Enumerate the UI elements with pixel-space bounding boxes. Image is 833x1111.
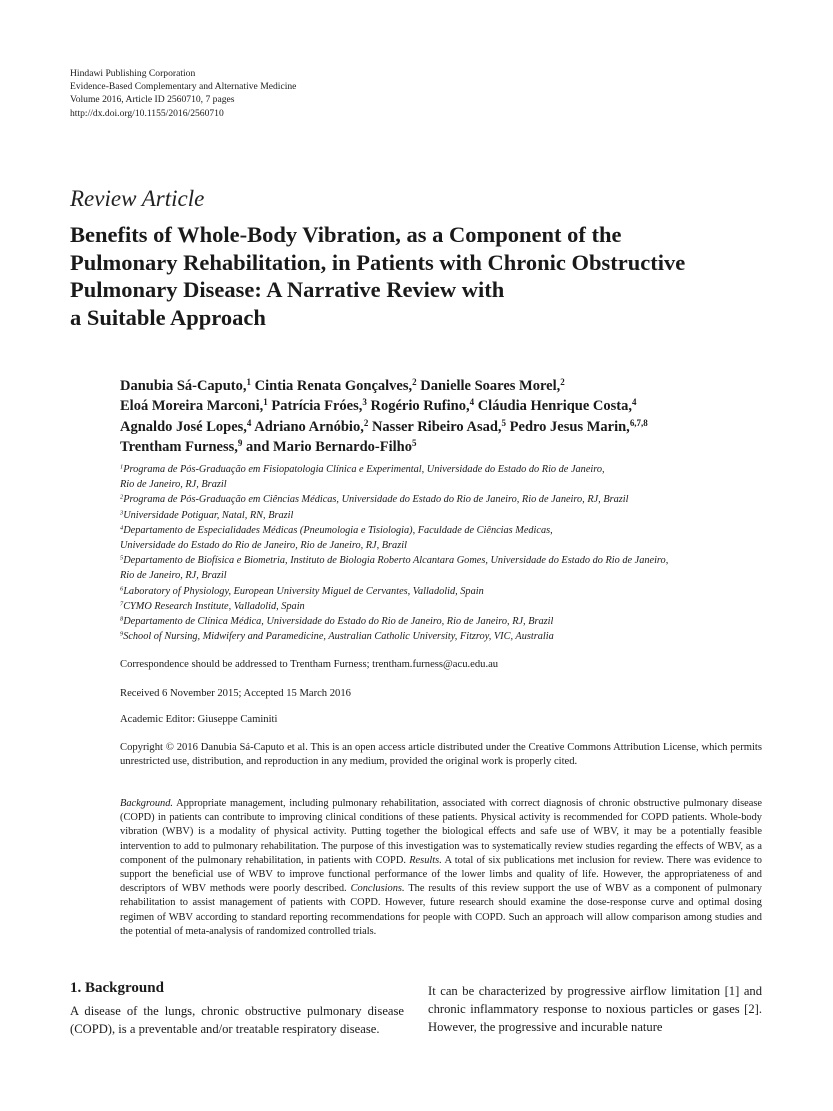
abstract-background-text: Appropriate management, including pulmonary rehabilitation, associated with correct diagnosis of chronic obstructive pulmonary disease (COPD) in patients can contribute to improving clinical conditions of these patients. Physical activity is recommended for COPD patients. Whole-body vibration (WBV) is a modality of physical activity. Putting together the biological effects and safe use of WBV, it may be a potentially feasible intervention to add to pulmonary rehabilitation. The purpose of this investigation was to systematically review studies regarding the effects of WBV, as a component of the pulmonary rehabilitation, in patients with COPD. — [120, 798, 763, 866]
affiliation-continuation: Rio de Janeiro, RJ, Brazil — [120, 570, 227, 582]
section-heading: 1. Background — [70, 980, 164, 996]
author-affiliation-mark: 2 — [560, 377, 565, 388]
title-line: a Suitable Approach — [70, 304, 266, 330]
affiliation-number: 2 — [120, 493, 124, 501]
affiliation-number: 4 — [120, 524, 124, 532]
affiliation-number: 5 — [120, 554, 124, 562]
author-affiliation-mark: 5 — [501, 417, 507, 428]
author-list — [120, 376, 800, 458]
author-affiliation-mark: 4 — [246, 417, 252, 428]
affiliation-number: 3 — [120, 509, 124, 517]
affiliation-item — [120, 492, 770, 507]
affiliation-item — [120, 462, 770, 477]
affiliation-number: 8 — [120, 615, 124, 623]
affiliation-number: 6 — [120, 585, 124, 593]
received-accepted-dates: Received 6 November 2015; Accepted 15 March 2016 — [120, 688, 351, 699]
affiliation-text: School of Nursing, Midwifery and Paramedicine, Australian Catholic University, Fitzroy, VIC, Australia — [123, 631, 554, 643]
article-type: Review Article — [70, 186, 205, 211]
affiliation-text: Programa de Pós-Graduação em Fisiopatologia Clínica e Experimental, Universidade do Estado do Rio de Janeiro, — [123, 464, 605, 475]
affiliation-text: CYMO Research Institute, Valladolid, Spain — [123, 600, 305, 612]
author-line — [120, 376, 800, 396]
affiliation-item — [120, 553, 770, 568]
author-affiliation-mark: 2 — [412, 377, 417, 388]
author-name: Cintia Renata Gonçalves, — [254, 378, 413, 394]
author-affiliation-mark: 1 — [263, 397, 268, 408]
title-line: Pulmonary Rehabilitation, in Patients with Chronic Obstructive — [70, 249, 686, 275]
author-name: Patrícia Fróes, — [271, 398, 363, 415]
author-affiliation-mark: 2 — [363, 417, 369, 428]
author-line — [120, 396, 800, 416]
affiliation-continuation: Universidade do Estado do Rio de Janeiro, Rio de Janeiro, RJ, Brazil — [120, 540, 407, 552]
author-name: Cláudia Henrique Costa, — [477, 398, 632, 415]
affiliation-text: Departamento de Especialidades Médicas (Pneumologia e Tisiologia), Faculdade de Ciências Medicas, — [123, 524, 553, 536]
body-text-right-column: It can be characterized by progressive airflow limitation [1] and chronic inflammatory response to noxious particles or gases [2]. However, the progressive and incurable nature — [428, 984, 762, 1034]
correspondence: Correspondence should be addressed to Trentham Furness; trentham.furness@acu.edu.au — [120, 659, 499, 670]
author-affiliation-mark: 3 — [362, 397, 367, 408]
author-affiliation-mark: 9 — [237, 438, 243, 449]
author-affiliation-mark: 5 — [411, 438, 417, 449]
affiliation-text: Laboratory of Physiology, European University Miguel de Cervantes, Valladolid, Spain — [123, 585, 484, 597]
author-name: Danubia Sá-Caputo, — [120, 378, 247, 394]
volume-info: Volume 2016, Article ID 2560710, 7 pages — [70, 94, 235, 106]
author-line — [120, 417, 800, 437]
publisher-name: Hindawi Publishing Corporation — [70, 68, 196, 79]
affiliation-number: 9 — [120, 630, 124, 638]
author-affiliation-mark: 6,7,8 — [629, 417, 648, 428]
affiliation-text: Departamento de Biofísica e Biometria, Instituto de Biologia Roberto Alcantara Gomes, Universidade do Estado do Rio de Janeiro, — [123, 555, 669, 567]
affiliation-item — [120, 584, 770, 599]
author-name: Danielle Soares Morel, — [420, 378, 561, 394]
author-line — [120, 437, 800, 457]
publication-header — [70, 67, 296, 120]
affiliation-number: 7 — [120, 600, 124, 608]
academic-editor: Academic Editor: Giuseppe Caminiti — [120, 714, 278, 725]
copyright-notice: Copyright © 2016 Danubia Sá-Caputo et al. This is an open access article distributed under the Creative Commons Attribution License, which permits unrestricted use, distribution, and reproduction in any medium, provided the original work is properly cited. — [120, 742, 762, 768]
affiliation-number: 1 — [120, 463, 124, 471]
affiliation-item — [120, 599, 770, 614]
journal-name: Evidence-Based Complementary and Alternative Medicine — [70, 81, 297, 93]
author-name: Adriano Arnóbio, — [254, 418, 364, 435]
author-name: Nasser Ribeiro Asad, — [371, 418, 502, 435]
author-name: Trentham Furness, — [120, 439, 238, 456]
abstract — [120, 797, 762, 939]
author-name: Pedro Jesus Marin, — [509, 418, 630, 435]
affiliation-continuation: Rio de Janeiro, RJ, Brazil — [120, 479, 227, 491]
abstract-background-label: Background. — [120, 798, 173, 809]
title-line: Pulmonary Disease: A Narrative Review with — [70, 277, 505, 303]
affiliation-text: Departamento de Clínica Médica, Universidade do Estado do Rio de Janeiro, Rio de Janeiro, RJ, Brazil — [123, 616, 554, 628]
author-affiliation-mark: 1 — [246, 377, 252, 388]
affiliation-item — [120, 523, 770, 538]
article-title — [70, 221, 790, 331]
abstract-conclusions-label: Conclusions. — [350, 883, 405, 895]
abstract-conclusions-text: The results of this review support the use of WBV as a component of pulmonary rehabilitation to assist management of patients with COPD. However, future research should examine the dose-response curve and optimal dosing regimen of WBV according to standard reporting recommendations for people with COPD. Such an approach will allow comparison among studies and the potential of meta-analysis of randomized controlled trials. — [120, 883, 762, 937]
author-affiliation-mark: 4 — [469, 397, 475, 408]
body-text-left-column: A disease of the lungs, chronic obstructive pulmonary disease (COPD), is a preventable and/or treatable respiratory disease. — [70, 1004, 404, 1036]
affiliation-text: Programa de Pós-Graduação em Ciências Médicas, Universidade do Estado do Rio de Janeiro, Rio de Janeiro, RJ, Brazil — [123, 494, 629, 506]
title-line: Benefits of Whole-Body Vibration, as a Component of the — [70, 222, 622, 247]
abstract-results-label: Results. — [409, 854, 442, 866]
author-affiliation-mark: 4 — [632, 397, 637, 408]
affiliation-item — [120, 629, 770, 644]
affiliation-text: Universidade Potiguar, Natal, RN, Brazil — [123, 509, 294, 521]
author-name: Rogério Rufino, — [370, 398, 470, 415]
affiliation-item — [120, 614, 770, 629]
author-name: Eloá Moreira Marconi, — [120, 398, 264, 415]
doi-link[interactable]: http://dx.doi.org/10.1155/2016/2560710 — [70, 107, 224, 119]
affiliation-item — [120, 508, 770, 523]
author-name: Agnaldo José Lopes, — [120, 418, 247, 435]
author-name: and Mario Bernardo-Filho — [246, 439, 412, 456]
affiliation-list — [120, 462, 770, 644]
abstract-results-text: A total of six publications met inclusion for review. There was evidence to support the beneficial use of WBV to improve functional performance of the lower limbs and quality of life. However, the appropriateness of and descriptors of WBV methods were poorly described. — [120, 854, 762, 895]
